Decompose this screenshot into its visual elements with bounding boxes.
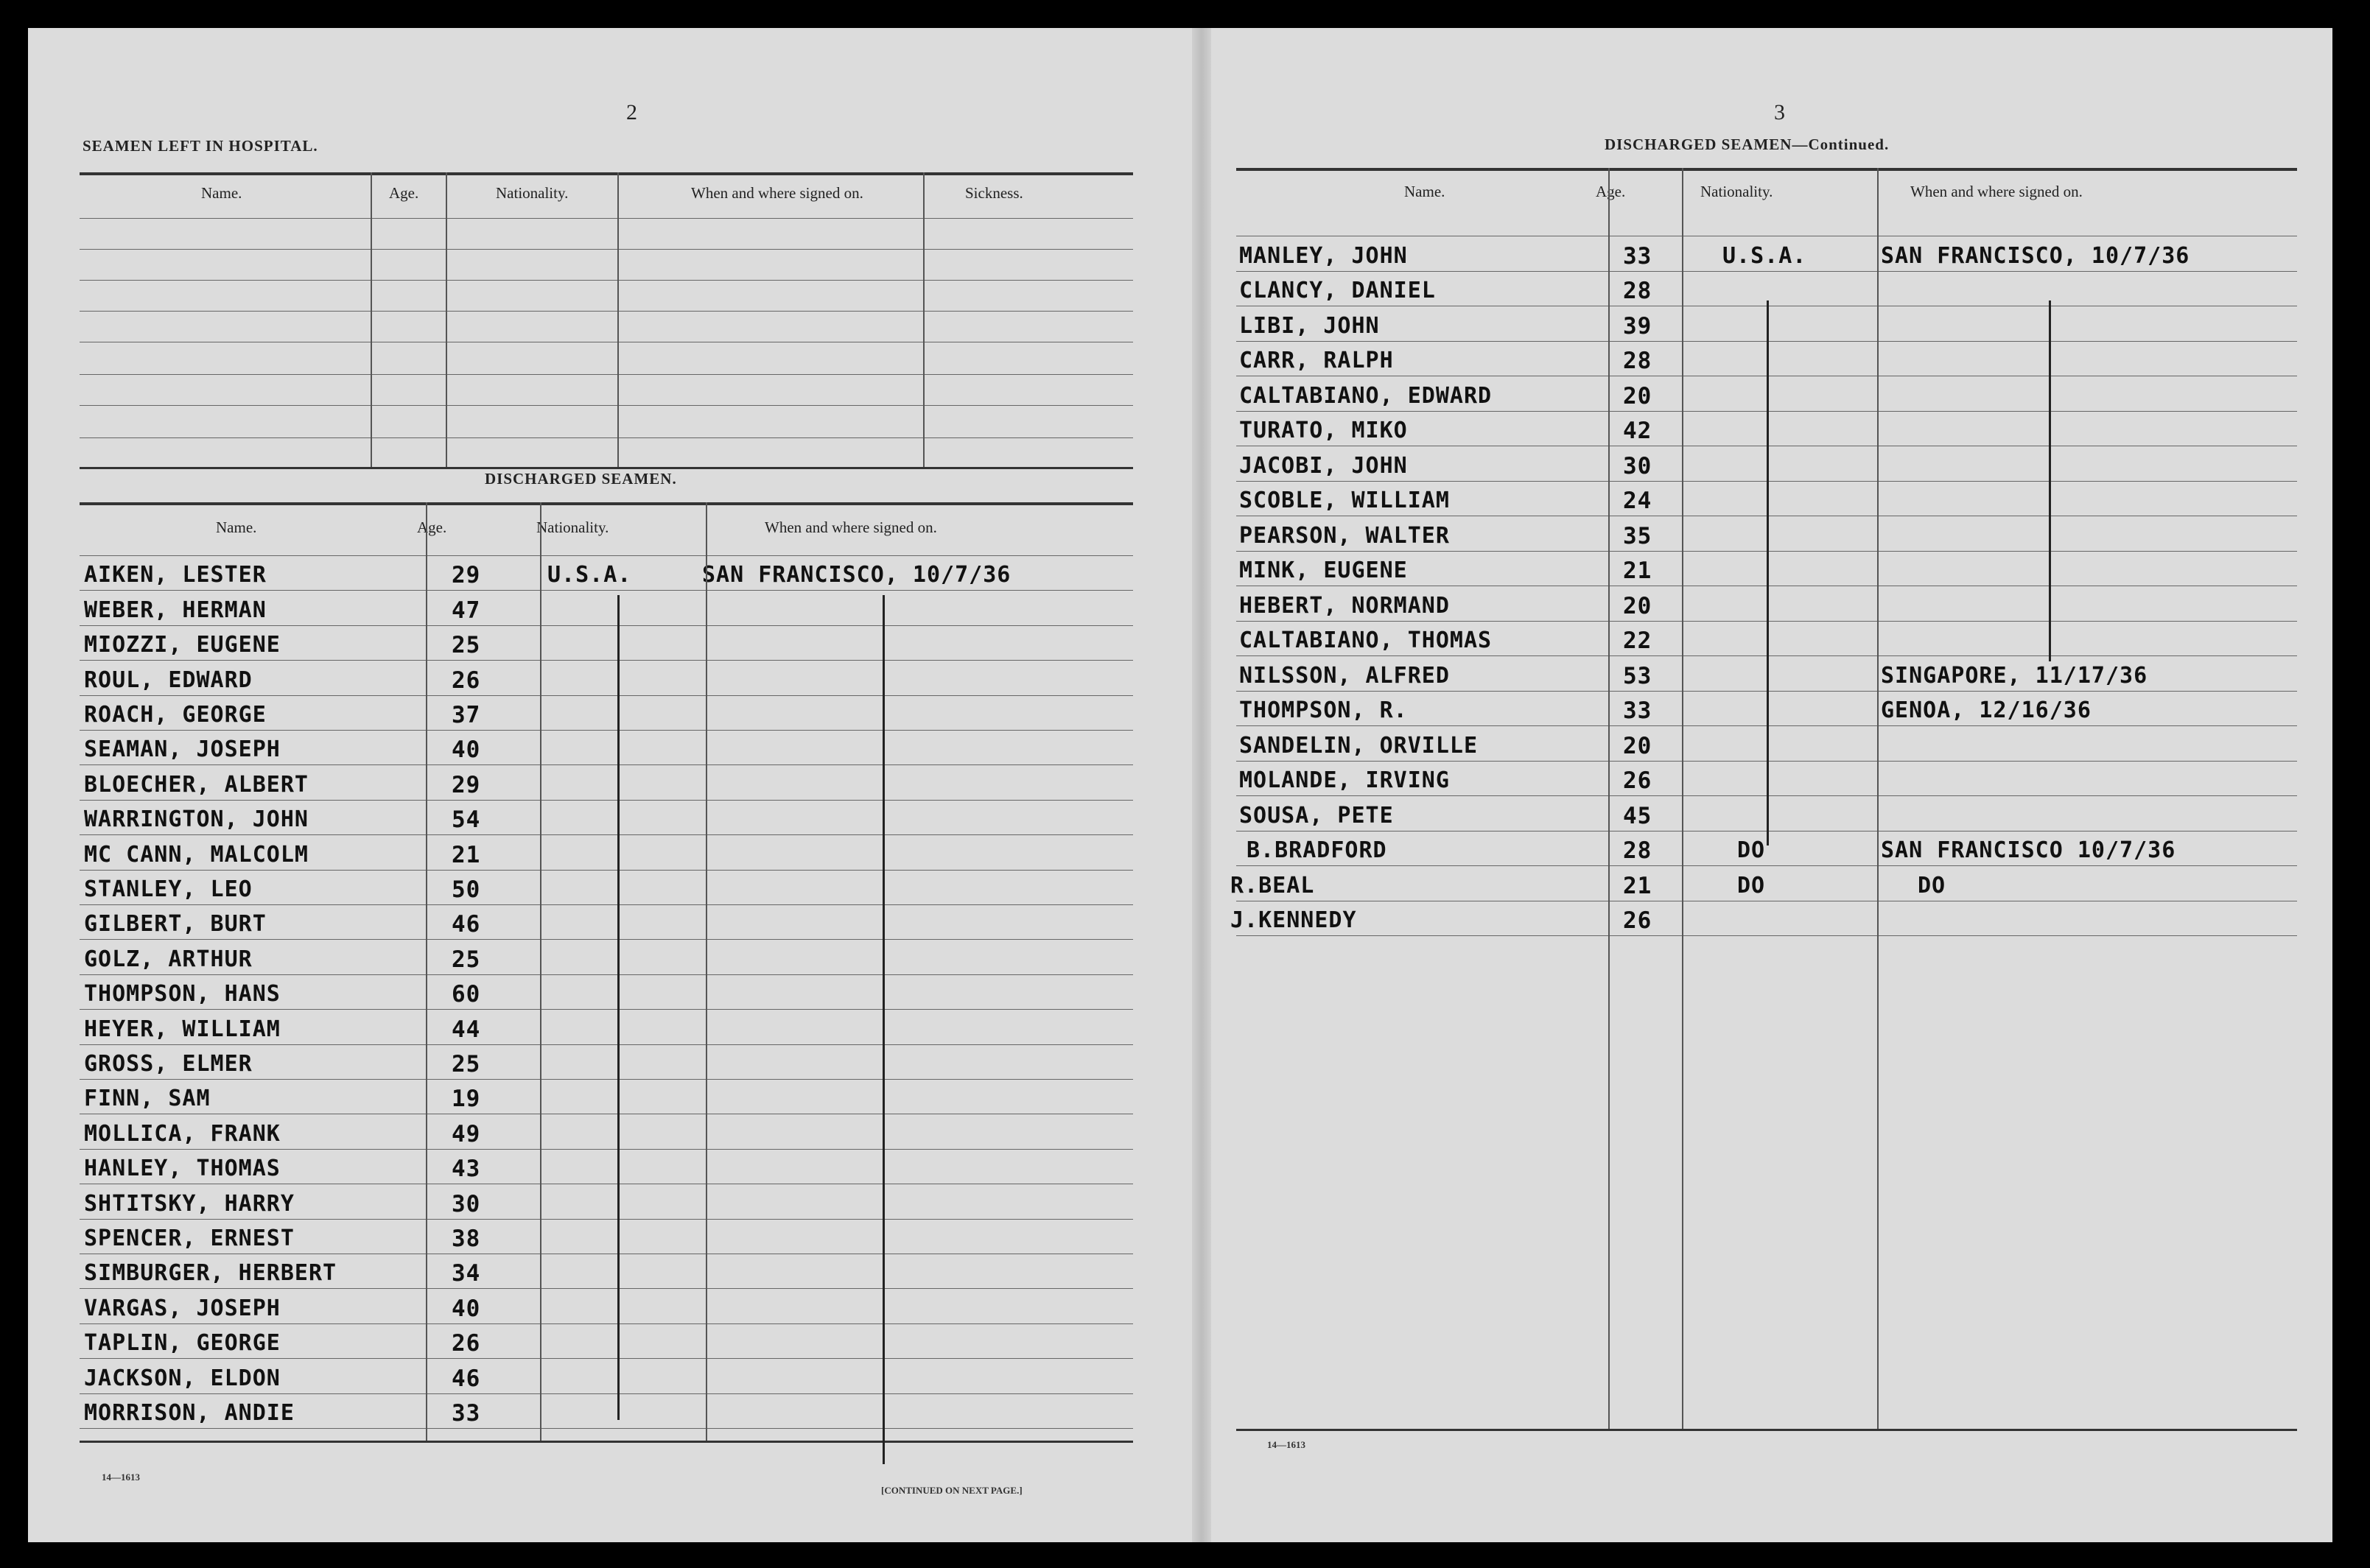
seaman-signed-on: GENOA, 12/16/36 bbox=[1881, 697, 2092, 723]
page-number-2: 2 bbox=[626, 100, 637, 124]
seaman-name: B.BRADFORD bbox=[1247, 837, 1387, 863]
table-row bbox=[80, 974, 1133, 975]
seaman-age: 44 bbox=[452, 1016, 481, 1043]
seaman-name: CALTABIANO, EDWARD bbox=[1239, 382, 1493, 409]
seaman-age: 30 bbox=[1623, 452, 1652, 479]
right-header-1: Name. bbox=[1404, 183, 1445, 200]
seaman-age: 54 bbox=[452, 806, 481, 834]
seaman-age: 21 bbox=[1623, 558, 1652, 584]
seaman-signed-on: SAN FRANCISCO 10/7/36 bbox=[1881, 837, 2176, 863]
seaman-name: CLANCY, DANIEL bbox=[1239, 278, 1436, 303]
table-row bbox=[80, 764, 1133, 765]
hospital-column-divider bbox=[617, 172, 619, 467]
seaman-name: PEARSON, WALTER bbox=[1239, 522, 1450, 549]
seaman-age: 29 bbox=[452, 771, 481, 798]
table-row bbox=[80, 939, 1133, 940]
discharged-column-divider bbox=[426, 502, 427, 1441]
seaman-name: STANLEY, LEO bbox=[84, 876, 253, 902]
seaman-name: J.KENNEDY bbox=[1230, 907, 1357, 933]
seaman-name: MORRISON, ANDIE bbox=[84, 1400, 295, 1426]
seaman-age: 22 bbox=[1623, 627, 1652, 654]
seaman-age: 45 bbox=[1623, 802, 1652, 829]
table-row bbox=[80, 1323, 1133, 1324]
seaman-age: 26 bbox=[1623, 907, 1652, 934]
seaman-age: 21 bbox=[1623, 872, 1652, 899]
seaman-name: FINN, SAM bbox=[84, 1086, 211, 1112]
table-row bbox=[80, 1079, 1133, 1080]
table-row bbox=[80, 1288, 1133, 1289]
seaman-age: 20 bbox=[1623, 732, 1652, 759]
seaman-age: 28 bbox=[1623, 348, 1652, 374]
seaman-signed-on: SINGAPORE, 11/17/36 bbox=[1881, 662, 2148, 689]
hospital-header-5: Sickness. bbox=[965, 184, 1023, 202]
seaman-name: AIKEN, LESTER bbox=[84, 562, 267, 588]
table-row bbox=[80, 660, 1133, 661]
hospital-header-3: Nationality. bbox=[496, 184, 569, 202]
hospital-table-bottom bbox=[80, 467, 1133, 469]
seaman-name: SEAMAN, JOSEPH bbox=[84, 736, 281, 763]
right-column-divider bbox=[1682, 168, 1683, 1429]
seaman-age: 40 bbox=[452, 1295, 481, 1322]
table-row bbox=[80, 695, 1133, 696]
right-table-top-rule bbox=[1236, 168, 2297, 171]
seaman-name: MOLANDE, IRVING bbox=[1239, 767, 1450, 793]
seaman-name: MINK, EUGENE bbox=[1239, 558, 1408, 583]
seaman-age: 25 bbox=[452, 1051, 481, 1077]
seaman-age: 24 bbox=[1623, 488, 1652, 514]
left-page bbox=[80, 28, 1133, 1542]
seaman-age: 33 bbox=[452, 1400, 481, 1427]
seaman-age: 29 bbox=[452, 562, 481, 589]
seaman-age: 20 bbox=[1623, 592, 1652, 619]
discharged-table-top-rule bbox=[80, 502, 1133, 505]
seaman-name: JACOBI, JOHN bbox=[1239, 452, 1408, 479]
seaman-name: GILBERT, BURT bbox=[84, 911, 267, 938]
seaman-age: 25 bbox=[452, 946, 481, 973]
page-fold bbox=[1192, 28, 1211, 1542]
seaman-age: 49 bbox=[452, 1120, 481, 1147]
seaman-name: HEYER, WILLIAM bbox=[84, 1016, 281, 1042]
hospital-row-line bbox=[80, 405, 1133, 406]
seaman-age: 25 bbox=[452, 632, 481, 659]
seaman-age: 34 bbox=[452, 1260, 481, 1287]
seaman-name: SCOBLE, WILLIAM bbox=[1239, 488, 1450, 513]
discharged-section-title: DISCHARGED SEAMEN. bbox=[485, 470, 677, 488]
table-row bbox=[80, 1149, 1133, 1150]
seaman-age: 43 bbox=[452, 1156, 481, 1183]
form-number-left: 14—1613 bbox=[102, 1472, 140, 1483]
hospital-header-4: When and where signed on. bbox=[691, 184, 863, 202]
table-row bbox=[1236, 935, 2297, 936]
seaman-name: TURATO, MIKO bbox=[1239, 418, 1408, 443]
hospital-table-top-rule bbox=[80, 172, 1133, 175]
discharged-column-divider bbox=[540, 502, 541, 1441]
table-row bbox=[80, 1044, 1133, 1045]
seaman-age: 40 bbox=[452, 736, 481, 764]
seaman-age: 26 bbox=[1623, 767, 1652, 794]
first-nationality: U.S.A. bbox=[547, 562, 632, 588]
seaman-age: 42 bbox=[1623, 418, 1652, 444]
seaman-name: TAPLIN, GEORGE bbox=[84, 1330, 281, 1357]
hospital-section-title: SEAMEN LEFT IN HOSPITAL. bbox=[83, 137, 318, 155]
right-table-bottom bbox=[1236, 1429, 2297, 1431]
table-row bbox=[1236, 865, 2297, 866]
hospital-row-line bbox=[80, 280, 1133, 281]
table-row bbox=[80, 800, 1133, 801]
ditto-line bbox=[1767, 300, 1769, 845]
right-header-3: Nationality. bbox=[1700, 183, 1773, 200]
seaman-name: SIMBURGER, HERBERT bbox=[84, 1260, 337, 1287]
table-row bbox=[80, 870, 1133, 871]
right-column-divider bbox=[1877, 168, 1879, 1429]
seaman-age: 33 bbox=[1623, 697, 1652, 724]
ditto-line bbox=[2049, 300, 2051, 661]
seaman-name: CARR, RALPH bbox=[1239, 348, 1394, 373]
hospital-header-2: Age. bbox=[389, 184, 419, 202]
discharged-column-divider bbox=[706, 502, 707, 1441]
seaman-name: CALTABIANO, THOMAS bbox=[1239, 627, 1493, 653]
seaman-name: R.BEAL bbox=[1230, 872, 1315, 899]
hospital-column-divider bbox=[446, 172, 447, 467]
seaman-name: MOLLICA, FRANK bbox=[84, 1120, 281, 1147]
seaman-name: GOLZ, ARTHUR bbox=[84, 946, 253, 972]
seaman-name: HANLEY, THOMAS bbox=[84, 1156, 281, 1182]
right-section-title: DISCHARGED SEAMEN—Continued. bbox=[1605, 136, 1890, 153]
table-row bbox=[80, 625, 1133, 626]
form-number-right: 14—1613 bbox=[1267, 1439, 1305, 1450]
hospital-row-line bbox=[80, 437, 1133, 438]
discharged-header-2: Age. bbox=[417, 518, 447, 536]
seaman-name: GROSS, ELMER bbox=[84, 1051, 253, 1077]
seaman-age: 30 bbox=[452, 1190, 481, 1217]
seaman-nationality: U.S.A. bbox=[1722, 242, 1807, 269]
ditto-line bbox=[883, 595, 885, 1464]
seaman-age: 37 bbox=[452, 702, 481, 728]
seaman-name: JACKSON, ELDON bbox=[84, 1365, 281, 1391]
seaman-name: HEBERT, NORMAND bbox=[1239, 592, 1450, 619]
seaman-signed-on: SAN FRANCISCO, 10/7/36 bbox=[1881, 242, 2190, 269]
seaman-name: ROACH, GEORGE bbox=[84, 702, 267, 728]
seaman-name: SPENCER, ERNEST bbox=[84, 1226, 295, 1251]
hospital-header-1: Name. bbox=[201, 184, 242, 202]
seaman-name: MANLEY, JOHN bbox=[1239, 242, 1408, 269]
table-row bbox=[80, 904, 1133, 905]
hospital-row-line bbox=[80, 374, 1133, 375]
seaman-name: SOUSA, PETE bbox=[1239, 802, 1394, 829]
discharged-header-4: When and where signed on. bbox=[765, 518, 937, 536]
table-row bbox=[80, 1428, 1133, 1429]
table-row bbox=[1236, 271, 2297, 272]
seaman-age: 46 bbox=[452, 1365, 481, 1392]
seaman-age: 50 bbox=[452, 876, 481, 903]
page-number-3: 3 bbox=[1774, 100, 1785, 124]
seaman-nationality: DO bbox=[1737, 872, 1766, 899]
document-sheet bbox=[28, 28, 2332, 1542]
seaman-age: 47 bbox=[452, 597, 481, 624]
seaman-age: 28 bbox=[1623, 278, 1652, 304]
seaman-age: 20 bbox=[1623, 382, 1652, 409]
seaman-name: WARRINGTON, JOHN bbox=[84, 806, 309, 833]
seaman-name: SHTITSKY, HARRY bbox=[84, 1190, 295, 1217]
seaman-name: MIOZZI, EUGENE bbox=[84, 632, 281, 658]
seaman-age: 19 bbox=[452, 1086, 481, 1113]
seaman-age: 35 bbox=[1623, 522, 1652, 549]
table-row bbox=[80, 730, 1133, 731]
seaman-name: NILSSON, ALFRED bbox=[1239, 662, 1450, 689]
hospital-column-divider bbox=[371, 172, 372, 467]
seaman-age: 38 bbox=[452, 1226, 481, 1252]
table-row bbox=[80, 1358, 1133, 1359]
seaman-age: 46 bbox=[452, 911, 481, 938]
seaman-age: 28 bbox=[1623, 837, 1652, 864]
seaman-age: 26 bbox=[452, 1330, 481, 1357]
table-row bbox=[80, 1009, 1133, 1010]
discharged-header-1: Name. bbox=[216, 518, 257, 536]
table-row bbox=[80, 1393, 1133, 1394]
seaman-name: MC CANN, MALCOLM bbox=[84, 841, 309, 868]
seaman-signed-on: DO bbox=[1918, 872, 1946, 899]
hospital-row-line bbox=[80, 311, 1133, 312]
hospital-column-divider bbox=[923, 172, 925, 467]
discharged-header-3: Nationality. bbox=[536, 518, 609, 536]
seaman-name: THOMPSON, R. bbox=[1239, 697, 1408, 723]
ditto-line bbox=[617, 595, 620, 1420]
seaman-name: SANDELIN, ORVILLE bbox=[1239, 732, 1479, 759]
seaman-age: 21 bbox=[452, 841, 481, 868]
seaman-name: BLOECHER, ALBERT bbox=[84, 771, 309, 798]
table-row bbox=[80, 1219, 1133, 1220]
first-signed-on: SAN FRANCISCO, 10/7/36 bbox=[702, 562, 1012, 588]
right-header-4: When and where signed on. bbox=[1910, 183, 2083, 200]
right-column-divider bbox=[1608, 168, 1610, 1429]
seaman-name: ROUL, EDWARD bbox=[84, 667, 253, 693]
seaman-nationality: DO bbox=[1737, 837, 1766, 863]
discharged-header-line bbox=[80, 555, 1133, 556]
discharged-table-bottom bbox=[80, 1441, 1133, 1443]
seaman-name: WEBER, HERMAN bbox=[84, 597, 267, 623]
seaman-age: 39 bbox=[1623, 312, 1652, 340]
seaman-age: 33 bbox=[1623, 242, 1652, 270]
continued-note: [CONTINUED ON NEXT PAGE.] bbox=[881, 1485, 1023, 1496]
seaman-name: THOMPSON, HANS bbox=[84, 981, 281, 1008]
seaman-age: 53 bbox=[1623, 662, 1652, 689]
table-row bbox=[80, 834, 1133, 835]
seaman-age: 26 bbox=[452, 667, 481, 694]
hospital-row-line bbox=[80, 218, 1133, 219]
table-row bbox=[80, 590, 1133, 591]
seaman-age: 60 bbox=[452, 981, 481, 1008]
seaman-name: LIBI, JOHN bbox=[1239, 312, 1380, 339]
seaman-name: VARGAS, JOSEPH bbox=[84, 1295, 281, 1321]
hospital-row-line bbox=[80, 249, 1133, 250]
right-header-2: Age. bbox=[1596, 183, 1626, 200]
right-page bbox=[1230, 28, 2297, 1542]
